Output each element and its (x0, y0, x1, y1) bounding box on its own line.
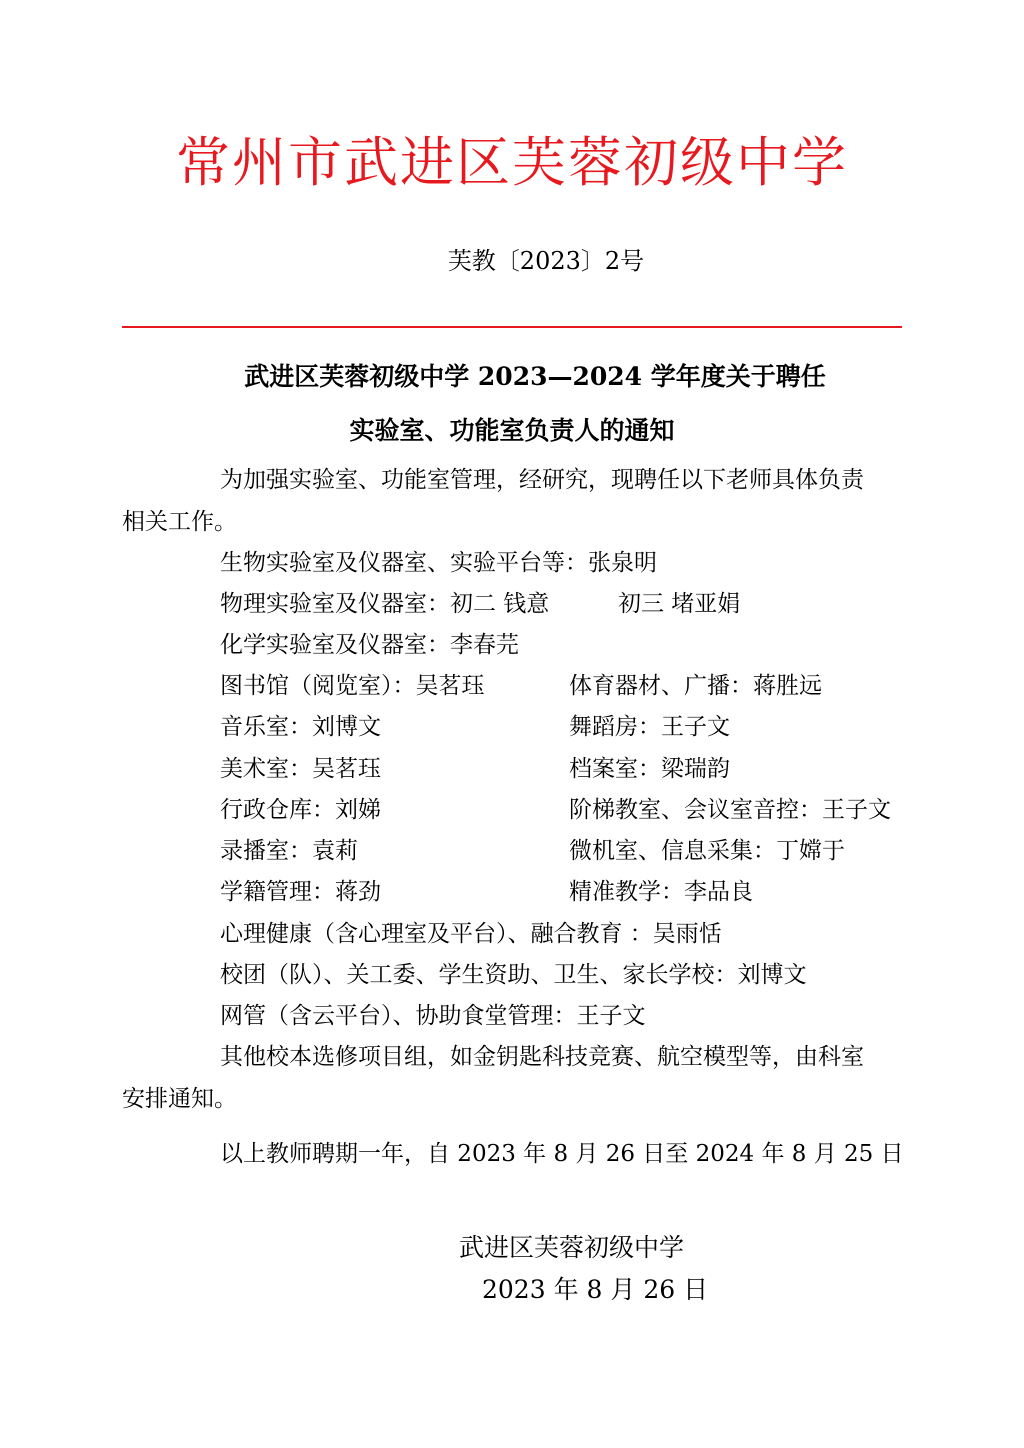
appointment-term: 以上教师聘期一年，自 2023 年 8 月 26 日至 2024 年 8 月 25 日 (220, 1141, 904, 1167)
assignment-physics-grade-3: 初三 堵亚娟 (618, 591, 741, 617)
assignment-music: 音乐室：刘博文 (220, 714, 381, 740)
intro-paragraph-line-2: 相关工作。 (122, 509, 237, 535)
intro-paragraph-line-1: 为加强实验室、功能室管理，经研究，现聘任以下老师具体负责 (220, 467, 864, 493)
assignment-student-records: 学籍管理：蒋劲 (220, 879, 381, 905)
red-divider-rule (122, 326, 902, 328)
assignment-library: 图书馆（阅览室）：吴茗珏 (220, 673, 485, 699)
notice-title-line-1: 武进区芙蓉初级中学 2023—2024 学年度关于聘任 (244, 362, 826, 391)
assignment-network: 网管（含云平台）、协助食堂管理：王子文 (220, 1003, 646, 1029)
assignment-lecture-hall: 阶梯教室、会议室音控：王子文 (569, 797, 891, 823)
document-number: 芙教〔2023〕2号 (447, 247, 645, 275)
document-header-title: 常州市武进区芙蓉初级中学 (176, 131, 848, 194)
notice-title-line-2: 实验室、功能室负责人的通知 (349, 416, 675, 445)
assignment-psychology: 心理健康（含心理室及平台）、融合教育 ：吴雨恬 (220, 921, 722, 947)
assignment-art: 美术室：吴茗珏 (220, 756, 381, 782)
assignment-computer-room: 微机室、信息采集：丁嫦于 (569, 838, 845, 864)
signature-organization: 武进区芙蓉初级中学 (459, 1233, 685, 1262)
assignment-recording: 录播室：袁莉 (220, 838, 358, 864)
other-projects-line-2: 安排通知。 (122, 1086, 237, 1112)
assignment-chemistry: 化学实验室及仪器室：李春芫 (220, 632, 519, 658)
assignment-archive: 档案室：梁瑞韵 (569, 756, 730, 782)
assignment-precision-teaching: 精准教学：李品良 (569, 879, 753, 905)
assignment-sports: 体育器材、广播：蒋胜远 (569, 673, 822, 699)
other-projects-line-1: 其他校本选修项目组，如金钥匙科技竞赛、航空模型等，由科室 (220, 1044, 864, 1070)
assignment-physics-grade-2: 物理实验室及仪器室：初二 钱意 (220, 591, 550, 617)
signature-date: 2023 年 8 月 26 日 (482, 1275, 709, 1304)
assignment-warehouse: 行政仓库：刘娣 (220, 797, 381, 823)
assignment-dance: 舞蹈房：王子文 (569, 714, 730, 740)
assignment-biology: 生物实验室及仪器室、实验平台等：张泉明 (220, 550, 657, 576)
assignment-school-groups: 校团（队）、关工委、学生资助、卫生、家长学校：刘博文 (220, 962, 807, 988)
